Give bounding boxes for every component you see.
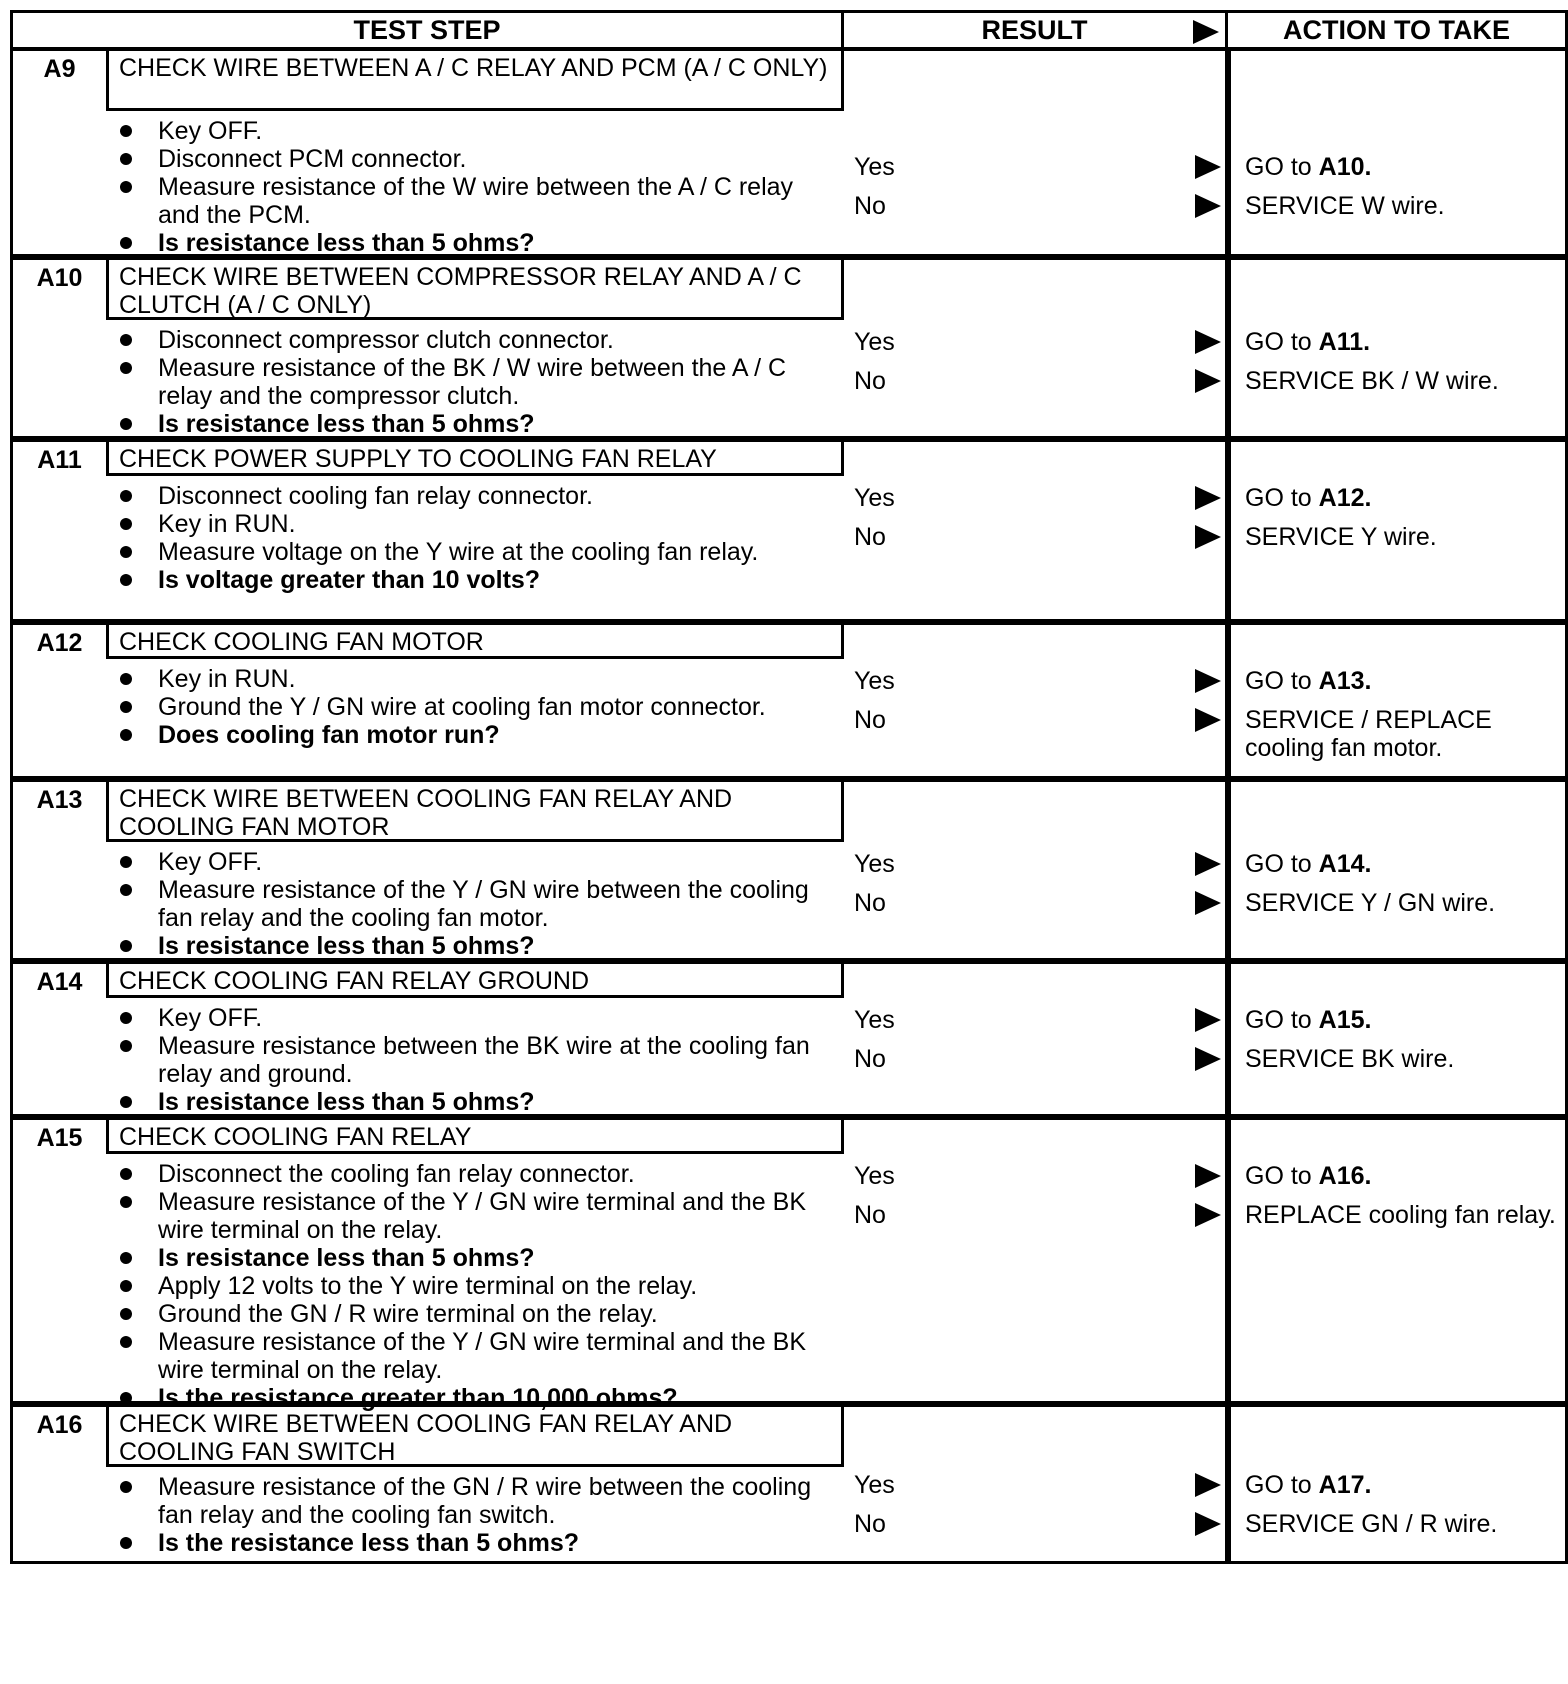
result-no: No [854,889,886,917]
bullet-icon [120,1481,132,1493]
bullet-icon [120,181,132,193]
procedure-item [106,145,844,173]
header-action-to-take [1228,10,1568,50]
procedure-text: Is voltage greater than 10 volts? [158,566,541,594]
result-cell [844,439,1228,622]
test-step-row [10,257,1568,439]
action-yes [1245,1471,1557,1499]
bullet-icon [120,125,132,137]
action-cell [1228,1404,1568,1564]
bullet-icon [120,153,132,165]
test-step-row [10,1117,1568,1412]
action-yes-prefix: GO to [1245,328,1319,356]
step-title: CHECK WIRE BETWEEN COOLING FAN RELAY AND COOLING FAN MOTOR [119,785,733,841]
step-id: A11 [37,446,82,474]
action-yes-prefix: GO to [1245,850,1319,878]
procedure-text: Disconnect PCM connector. [158,145,467,173]
step-id: A14 [36,968,83,996]
result-cell [844,622,1228,779]
action-cell [1228,439,1568,622]
action-yes-target: A15. [1318,1006,1372,1034]
bullet-icon [120,574,132,586]
action-no: SERVICE BK wire. [1245,1045,1455,1073]
bullet-icon [120,1168,132,1180]
arrow-right-icon [1195,369,1221,393]
arrow-right-icon [1195,330,1221,354]
arrow-right-icon [1195,852,1221,876]
action-yes [1245,1162,1557,1190]
action-no: SERVICE BK / W wire. [1245,367,1499,395]
arrow-right-icon [1195,486,1221,510]
procedure-text: Measure resistance of the BK / W wire between the A / C relay and the compressor clutch. [158,354,787,410]
action-yes [1245,1006,1557,1034]
procedure-question [106,1088,844,1116]
step-id-cell [10,1404,106,1564]
step-title-cell [106,1404,844,1467]
bullet-icon [120,856,132,868]
step-procedure-cell [106,1154,844,1412]
step-title: CHECK COOLING FAN RELAY GROUND [119,967,589,995]
step-id: A9 [43,55,76,83]
step-id-cell [10,1117,106,1404]
procedure-text: Is the resistance greater than 10,000 ohms? [158,1384,678,1412]
step-id-cell [10,961,106,1117]
step-title-cell [106,439,844,476]
procedure-text: Does cooling fan motor run? [158,721,500,749]
action-no: REPLACE cooling fan relay. [1245,1201,1556,1229]
procedure-text: Apply 12 volts to the Y wire terminal on the relay. [158,1272,698,1300]
procedure-text: Ground the GN / R wire terminal on the relay. [158,1300,658,1328]
bullet-icon [120,490,132,502]
result-cell [844,779,1228,961]
procedure-question [106,410,844,438]
header-result-label: RESULT [981,14,1088,45]
action-yes-target: A13. [1318,667,1372,695]
procedure-text: Disconnect cooling fan relay connector. [158,482,593,510]
result-yes: Yes [854,1471,895,1499]
arrow-right-icon [1195,1164,1221,1188]
step-title-cell [106,779,844,842]
procedure-item [106,1032,844,1088]
bullet-icon [120,1040,132,1052]
procedure-item [106,354,844,410]
procedure-list [106,1154,844,1412]
procedure-text: Key in RUN. [158,665,296,693]
procedure-item [106,173,844,229]
procedure-question [106,721,844,749]
step-id-cell [10,439,106,622]
step-procedure-cell [106,320,844,439]
result-no: No [854,706,886,734]
procedure-item [106,1272,844,1300]
step-id-cell [10,622,106,779]
diagnostic-test-table [10,10,1558,1674]
action-yes-prefix: GO to [1245,484,1319,512]
procedure-text: Key OFF. [158,117,263,145]
test-step-row [10,439,1568,622]
procedure-text: Measure resistance of the Y / GN wire terminal and the BK wire terminal on the relay. [158,1188,806,1244]
bullet-icon [120,884,132,896]
procedure-item [106,510,844,538]
bullet-icon [120,546,132,558]
bullet-icon [120,1012,132,1024]
procedure-text: Measure resistance between the BK wire at the cooling fan relay and ground. [158,1032,810,1088]
action-yes [1245,850,1557,878]
step-title: CHECK WIRE BETWEEN A / C RELAY AND PCM (A / C ONLY) [119,54,828,82]
procedure-item [106,1300,844,1328]
procedure-list [106,320,844,438]
arrow-right-icon [1195,1512,1221,1536]
procedure-question [106,566,844,594]
bullet-icon [120,701,132,713]
step-id: A15 [36,1124,83,1152]
action-cell [1228,48,1568,257]
result-cell [844,48,1228,257]
procedure-text: Is resistance less than 5 ohms? [158,1088,535,1116]
arrow-right-icon [1195,1203,1221,1227]
procedure-item [106,482,844,510]
result-cell [844,1404,1228,1564]
step-id-cell [10,257,106,439]
result-yes: Yes [854,850,895,878]
result-yes: Yes [854,328,895,356]
procedure-question [106,932,844,960]
procedure-question [106,229,844,257]
test-step-row [10,961,1568,1117]
action-cell [1228,257,1568,439]
procedure-item [106,1328,844,1384]
procedure-text: Is resistance less than 5 ohms? [158,1244,535,1272]
procedure-item [106,538,844,566]
step-title-cell [106,622,844,659]
arrow-right-icon [1195,708,1221,732]
procedure-text: Is resistance less than 5 ohms? [158,229,535,257]
step-title: CHECK POWER SUPPLY TO COOLING FAN RELAY [119,445,717,473]
procedure-text: Key in RUN. [158,510,296,538]
result-no: No [854,367,886,395]
procedure-text: Ground the Y / GN wire at cooling fan motor connector. [158,693,766,721]
arrow-right-icon [1195,194,1221,218]
bullet-icon [120,362,132,374]
action-yes [1245,484,1557,512]
test-step-row [10,48,1568,257]
test-step-row [10,622,1568,779]
action-yes-target: A17. [1318,1471,1372,1499]
arrow-right-icon [1195,1008,1221,1032]
procedure-item [106,326,844,354]
procedure-list [106,659,844,749]
procedure-text: Disconnect the cooling fan relay connector. [158,1160,635,1188]
result-cell [844,257,1228,439]
procedure-item [106,665,844,693]
result-yes: Yes [854,1006,895,1034]
bullet-icon [120,729,132,741]
step-title: CHECK COOLING FAN MOTOR [119,628,484,656]
action-cell [1228,622,1568,779]
procedure-text: Measure resistance of the GN / R wire between the cooling fan relay and the cooling fan switch. [158,1473,812,1529]
result-yes: Yes [854,1162,895,1190]
procedure-text: Is the resistance less than 5 ohms? [158,1529,579,1557]
arrow-right-icon [1195,669,1221,693]
action-yes-target: A14. [1318,850,1372,878]
procedure-item [106,1188,844,1244]
bullet-icon [120,418,132,430]
action-cell [1228,961,1568,1117]
step-title-cell [106,48,844,111]
procedure-text: Measure voltage on the Y wire at the cooling fan relay. [158,538,759,566]
procedure-item [106,1473,844,1529]
step-title: CHECK COOLING FAN RELAY [119,1123,472,1151]
bullet-icon [120,1280,132,1292]
action-no: SERVICE Y wire. [1245,523,1437,551]
result-no: No [854,192,886,220]
procedure-text: Measure resistance of the Y / GN wire terminal and the BK wire terminal on the relay. [158,1328,806,1384]
procedure-text: Key OFF. [158,1004,263,1032]
step-id: A12 [36,629,83,657]
action-yes [1245,328,1557,356]
step-id-cell [10,48,106,257]
header-test-step [10,10,844,50]
action-yes-prefix: GO to [1245,1162,1319,1190]
step-title-cell [106,961,844,998]
procedure-text: Disconnect compressor clutch connector. [158,326,614,354]
action-yes-target: A16. [1318,1162,1372,1190]
step-procedure-cell [106,1467,844,1564]
step-procedure-cell [106,659,844,779]
bullet-icon [120,1336,132,1348]
arrow-right-icon [1195,155,1221,179]
bullet-icon [120,237,132,249]
procedure-item [106,1160,844,1188]
result-no: No [854,1201,886,1229]
header-action-label: ACTION TO TAKE [1283,14,1510,45]
procedure-list [106,998,844,1116]
bullet-icon [120,673,132,685]
result-no: No [854,523,886,551]
action-yes-prefix: GO to [1245,1006,1319,1034]
header-result [844,10,1228,50]
procedure-item [106,117,844,145]
step-title-cell [106,1117,844,1154]
test-step-row [10,1404,1568,1564]
procedure-list [106,1467,844,1557]
step-id: A13 [36,786,83,814]
step-procedure-cell [106,476,844,622]
action-yes [1245,667,1557,695]
step-procedure-cell [106,842,844,961]
result-yes: Yes [854,484,895,512]
header-test-step-label: TEST STEP [353,14,501,45]
action-no: SERVICE Y / GN wire. [1245,889,1496,917]
procedure-list [106,842,844,960]
procedure-item [106,876,844,932]
bullet-icon [120,940,132,952]
procedure-text: Key OFF. [158,848,263,876]
bullet-icon [120,1308,132,1320]
result-no: No [854,1510,886,1538]
bullet-icon [120,1196,132,1208]
bullet-icon [120,518,132,530]
action-yes-target: A11. [1318,328,1371,356]
bullet-icon [120,334,132,346]
result-yes: Yes [854,667,895,695]
procedure-text: Measure resistance of the Y / GN wire between the cooling fan relay and the cooling fan motor. [158,876,809,932]
procedure-text: Is resistance less than 5 ohms? [158,410,535,438]
step-id: A10 [36,264,83,292]
result-yes: Yes [854,153,895,181]
step-procedure-cell [106,111,844,257]
test-step-row [10,779,1568,961]
action-no: SERVICE / REPLACE cooling fan motor. [1245,706,1492,762]
procedure-item [106,1004,844,1032]
step-title-cell [106,257,844,320]
action-cell [1228,1117,1568,1404]
procedure-question [106,1529,844,1557]
step-procedure-cell [106,998,844,1117]
arrow-right-icon [1195,1473,1221,1497]
result-cell [844,1117,1228,1404]
arrow-right-icon [1193,20,1219,44]
action-yes-prefix: GO to [1245,153,1319,181]
action-yes-prefix: GO to [1245,667,1319,695]
action-no: SERVICE W wire. [1245,192,1445,220]
bullet-icon [120,1252,132,1264]
procedure-question [106,1244,844,1272]
procedure-item [106,693,844,721]
step-title: CHECK WIRE BETWEEN COOLING FAN RELAY AND COOLING FAN SWITCH [119,1410,733,1466]
action-yes-target: A10. [1318,153,1372,181]
result-cell [844,961,1228,1117]
bullet-icon [120,1537,132,1549]
procedure-text: Measure resistance of the W wire between the A / C relay and the PCM. [158,173,794,229]
action-yes-target: A12. [1318,484,1372,512]
bullet-icon [120,1392,132,1404]
action-yes-prefix: GO to [1245,1471,1319,1499]
procedure-list [106,476,844,594]
step-title: CHECK WIRE BETWEEN COMPRESSOR RELAY AND A / C CLUTCH (A / C ONLY) [119,263,802,319]
step-id-cell [10,779,106,961]
step-id: A16 [36,1411,83,1439]
arrow-right-icon [1195,1047,1221,1071]
result-no: No [854,1045,886,1073]
action-yes [1245,153,1557,181]
procedure-text: Is resistance less than 5 ohms? [158,932,535,960]
procedure-item [106,848,844,876]
arrow-right-icon [1195,525,1221,549]
bullet-icon [120,1096,132,1108]
action-no: SERVICE GN / R wire. [1245,1510,1498,1538]
action-cell [1228,779,1568,961]
arrow-right-icon [1195,891,1221,915]
procedure-list [106,111,844,257]
